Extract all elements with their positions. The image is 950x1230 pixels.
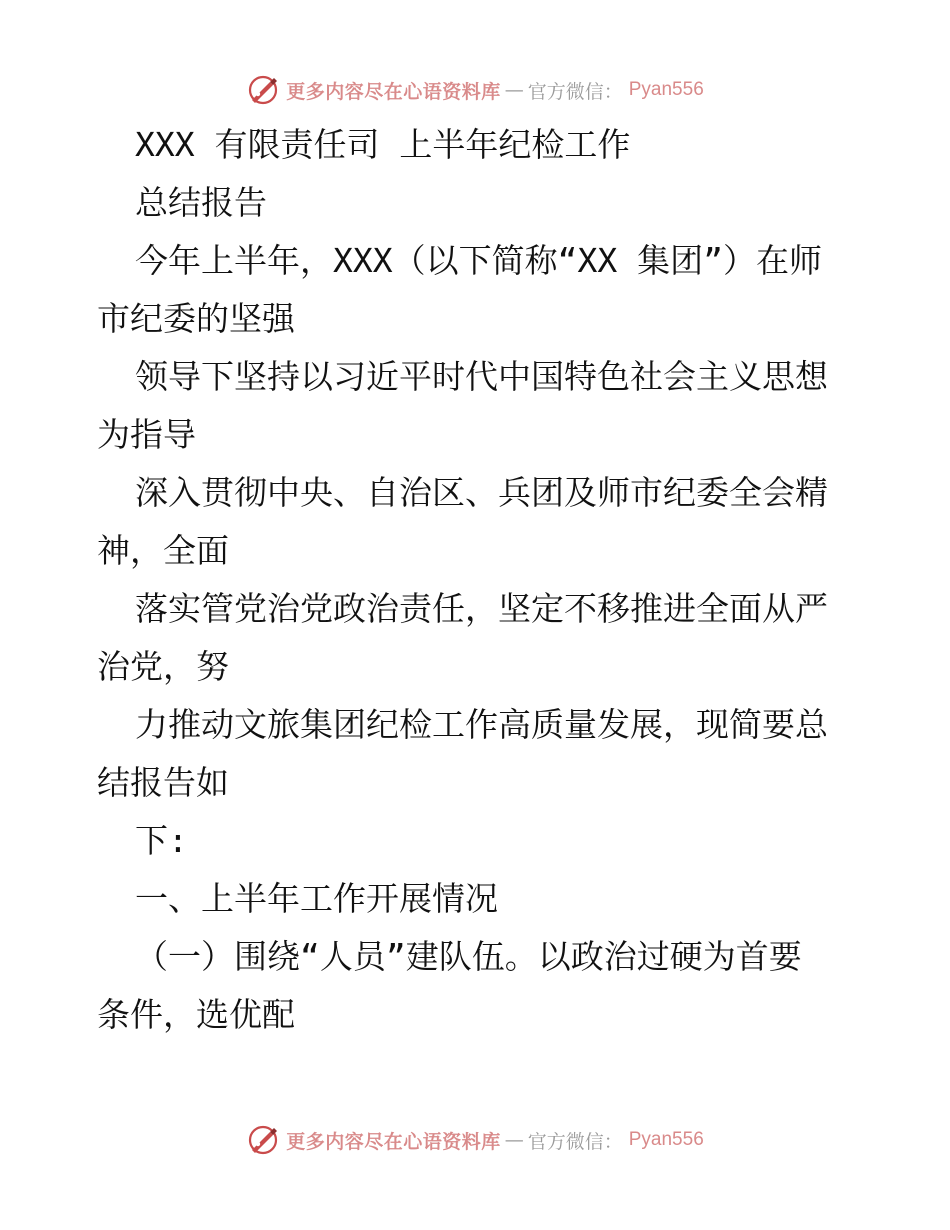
body-text-line: 结报告如	[97, 763, 229, 802]
banner-wechat-label: 官方微信：	[527, 1130, 623, 1153]
body-text-line: 市纪委的坚强	[97, 299, 295, 338]
body-text-line: 深入贯彻中央、自治区、兵团及师市纪委全会精	[135, 473, 828, 512]
banner-separator: —	[504, 1129, 524, 1151]
header-banner	[0, 70, 950, 110]
banner-site-name: 更多内容尽在心语资料库	[286, 1130, 501, 1153]
body-text-line: 今年上半年，XXX（以下简称“XX 集团”）在师	[135, 241, 822, 280]
document-body	[97, 116, 857, 1044]
body-text-line: 神，全面	[97, 531, 229, 570]
banner-wechat-id: Pyan556	[628, 79, 704, 100]
pen-logo-icon	[246, 1123, 280, 1157]
banner-wechat-id: Pyan556	[628, 1129, 704, 1150]
body-text-line: （一）围绕“人员”建队伍。以政治过硬为首要	[135, 937, 802, 976]
banner-site-name: 更多内容尽在心语资料库	[286, 80, 501, 103]
body-text-line: 落实管党治党政治责任，坚定不移推进全面从严	[135, 589, 828, 628]
body-text-line: 总结报告	[135, 183, 267, 222]
body-text-line: 为指导	[97, 415, 196, 454]
body-text-line: 条件，选优配	[97, 995, 295, 1034]
footer-banner	[0, 1120, 950, 1160]
body-text-line: 力推动文旅集团纪检工作高质量发展，现简要总	[135, 705, 828, 744]
pen-logo-icon	[246, 73, 280, 107]
banner-wechat-label: 官方微信：	[527, 80, 623, 103]
banner-separator: —	[504, 79, 524, 101]
body-text-line: 领导下坚持以习近平时代中国特色社会主义思想	[135, 357, 828, 396]
body-text-line: 一、上半年工作开展情况	[135, 879, 498, 918]
body-text-line: XXX 有限责任司 上半年纪检工作	[135, 125, 631, 164]
body-text-line: 下:	[135, 821, 188, 860]
body-text-line: 治党，努	[97, 647, 229, 686]
